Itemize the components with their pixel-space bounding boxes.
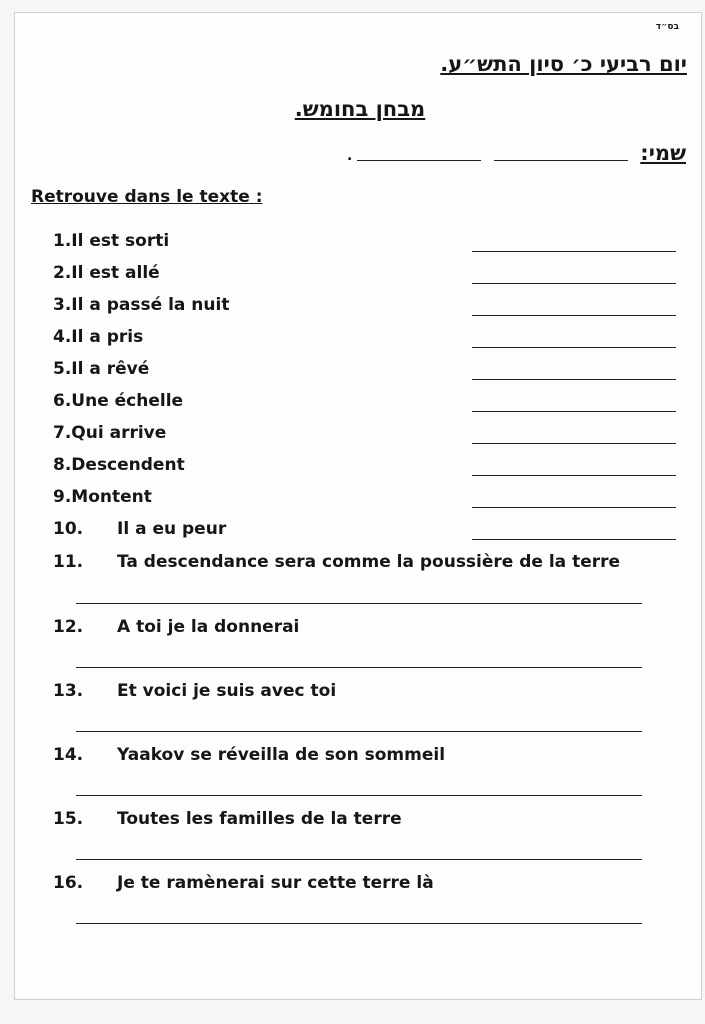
answer-line-15[interactable] [76, 859, 642, 860]
answer-line-1[interactable] [472, 251, 676, 252]
answer-line-13[interactable] [76, 731, 642, 732]
name-dot: . [347, 148, 353, 164]
answer-line-2[interactable] [472, 283, 676, 284]
question-item-9: 9.Montent [53, 487, 152, 507]
question-item-8: 8.Descendent [53, 455, 185, 475]
question-item-10: 10. Il a eu peur [53, 519, 227, 539]
answer-line-3[interactable] [472, 315, 676, 316]
question-item-3: 3.Il a passé la nuit [53, 295, 230, 315]
answer-line-5[interactable] [472, 379, 676, 380]
answer-line-8[interactable] [472, 475, 676, 476]
answer-line-11[interactable] [76, 603, 642, 604]
question-item-16: 16. Je te ramènerai sur cette terre là [53, 873, 434, 893]
corner-mark: בס״ד [655, 22, 679, 32]
name-line-first [494, 160, 628, 161]
question-item-1: 1.Il est sorti [53, 231, 170, 251]
question-item-13: 13. Et voici je suis avec toi [53, 681, 337, 701]
question-item-14: 14. Yaakov se réveilla de son sommeil [53, 745, 446, 765]
answer-line-16[interactable] [76, 923, 642, 924]
question-item-4: 4.Il a pris [53, 327, 144, 347]
name-line-second [357, 160, 481, 161]
answer-line-12[interactable] [76, 667, 642, 668]
question-item-2: 2.Il est allé [53, 263, 160, 283]
answer-line-9[interactable] [472, 507, 676, 508]
question-item-6: 6.Une échelle [53, 391, 184, 411]
question-item-5: 5.Il a rêvé [53, 359, 150, 379]
name-label: שמי: [640, 141, 686, 165]
answer-line-6[interactable] [472, 411, 676, 412]
date-line: יום רביעי כ׳ סיון התש״ע. [440, 52, 687, 76]
answer-line-10[interactable] [472, 539, 676, 540]
question-item-12: 12. A toi je la donnerai [53, 617, 300, 637]
instructions-heading: Retrouve dans le texte : [31, 187, 263, 207]
answer-line-4[interactable] [472, 347, 676, 348]
question-item-11: 11. Ta descendance sera comme la poussière de la terre [53, 552, 621, 572]
answer-line-14[interactable] [76, 795, 642, 796]
question-item-15: 15. Toutes les familles de la terre [53, 809, 402, 829]
question-item-7: 7.Qui arrive [53, 423, 167, 443]
answer-line-7[interactable] [472, 443, 676, 444]
page-title: מבחן בחומש. [294, 97, 426, 121]
